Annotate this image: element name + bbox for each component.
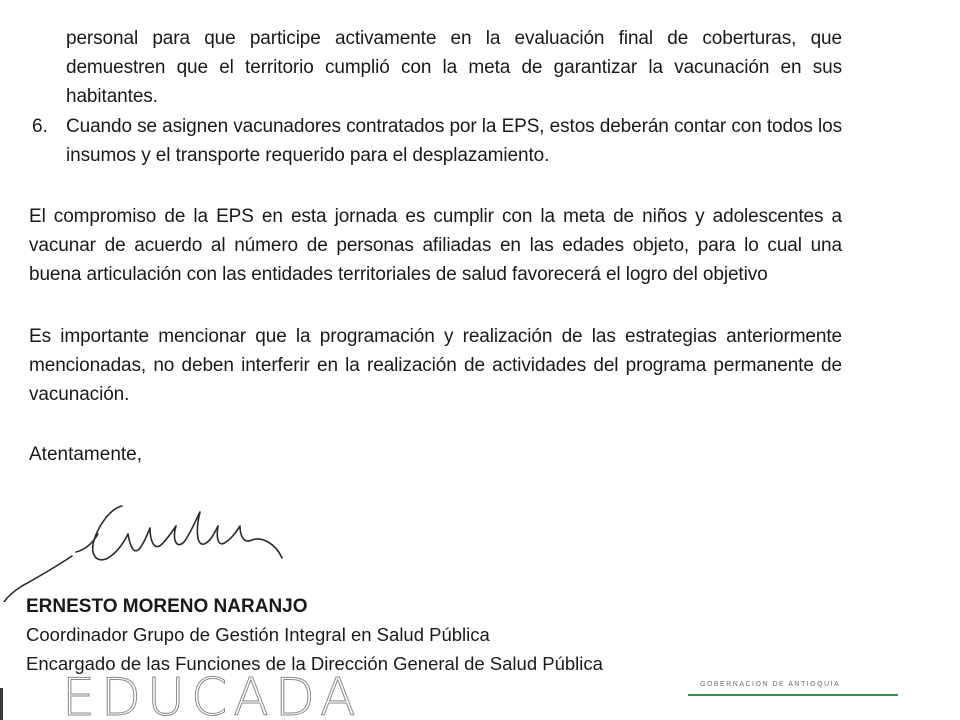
footer-watermark-logo: EDUCADA bbox=[62, 668, 362, 720]
list-item-number: 6. bbox=[32, 116, 48, 137]
signatory-name: ERNESTO MORENO NARANJO bbox=[26, 596, 308, 617]
paragraph-important: Es importante mencionar que la programación y realización de las estrategias anteriormente mencionadas, no deben interferir en la realización de actividades del programa permanente de vacunación. bbox=[29, 326, 842, 405]
list-item-6-text: Cuando se asignen vacunadores contratados por la EPS, estos deberán contar con todos los insumos y el transporte requerido para el desplazamiento. bbox=[66, 116, 842, 166]
signatory-title-line-1: Coordinador Grupo de Gestión Integral en Salud Pública bbox=[26, 624, 490, 645]
footer-institution-text: GOBERNACIÓN DE ANTIOQUIA bbox=[700, 681, 841, 688]
footer-green-rule bbox=[688, 694, 898, 696]
closing-salutation: Atentamente, bbox=[29, 444, 143, 465]
handwritten-signature bbox=[0, 498, 310, 602]
page-edge-shadow bbox=[0, 688, 3, 720]
signatory-title-line-2: Encargado de las Funciones de la Dirección General de Salud Pública bbox=[26, 653, 603, 674]
paragraph-commitment: El compromiso de la EPS en esta jornada es cumplir con la meta de niños y adolescentes a vacunar de acuerdo al número de personas afiliadas en las edades objeto, para lo cual una buena articulación con las entidades territoriales de salud favorecerá el logro del objetivo bbox=[29, 206, 842, 285]
paragraph-continuation: personal para que participe activamente en la evaluación final de coberturas, que demuestren que el territorio cumplió con la meta de garantizar la vacunación en sus habitantes. bbox=[66, 28, 842, 107]
